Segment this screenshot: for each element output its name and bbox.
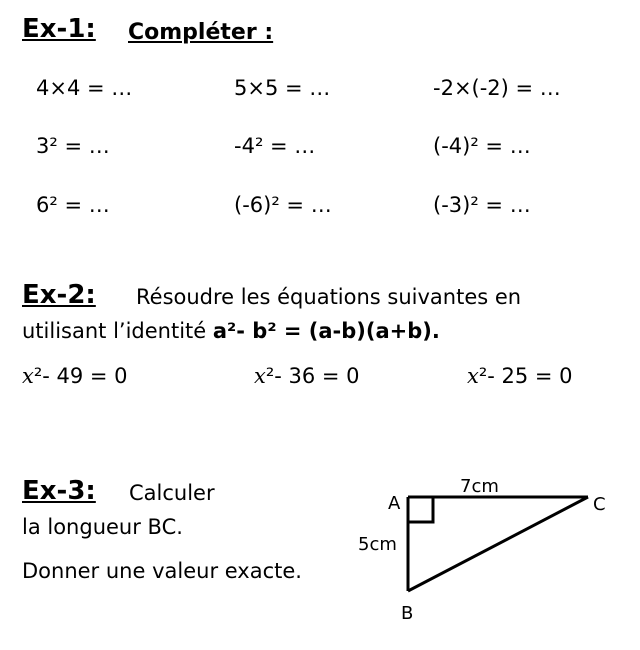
ex1-item: (-3)² = …	[433, 193, 531, 217]
ex3-line3: Donner une valeur exacte.	[22, 559, 302, 583]
side-ac-length: 7cm	[460, 476, 499, 497]
ex1-title: Ex-1:	[22, 14, 96, 44]
ex2-instruction-line1: Résoudre les équations suivantes en	[136, 285, 522, 309]
equation-rest: ²- 36 = 0	[265, 364, 360, 388]
ex1-item: 4×4 = …	[36, 76, 133, 100]
equation-variable: x	[22, 364, 34, 388]
ex1-item: -2×(-2) = …	[433, 76, 561, 100]
ex1-item: -4² = …	[234, 134, 316, 158]
ex3-line1: Calculer	[129, 481, 215, 505]
ex2-identity: a²- b² = (a-b)(a+b).	[212, 319, 440, 343]
ex1-item: 6² = …	[36, 193, 110, 217]
vertex-label-c: C	[593, 494, 606, 515]
equation-rest: ²- 25 = 0	[478, 364, 573, 388]
ex1-item: 3² = …	[36, 134, 110, 158]
ex1-item: (-4)² = …	[433, 134, 531, 158]
ex2-title: Ex-2:	[22, 280, 96, 310]
equation-variable: x	[254, 364, 266, 388]
triangle-figure	[350, 470, 630, 630]
ex1-item: 5×5 = …	[234, 76, 331, 100]
vertex-label-b: B	[401, 603, 414, 624]
equation-rest: ²- 49 = 0	[33, 364, 128, 388]
side-bc	[408, 497, 588, 591]
ex2-instruction-text: utilisant l’identité	[22, 319, 207, 343]
side-ab-length: 5cm	[358, 534, 397, 555]
ex2-instruction-line2	[22, 319, 440, 343]
ex1-subtitle: Compléter :	[128, 20, 274, 45]
right-angle-marker	[408, 497, 433, 522]
ex3-title: Ex-3:	[22, 476, 96, 506]
equation-variable: x	[467, 364, 479, 388]
vertex-label-a: A	[388, 493, 401, 514]
ex2-equation	[254, 364, 360, 388]
ex2-equation	[22, 364, 128, 388]
ex2-equation	[467, 364, 573, 388]
ex1-item: (-6)² = …	[234, 193, 332, 217]
ex3-line2: la longueur BC.	[22, 515, 183, 539]
